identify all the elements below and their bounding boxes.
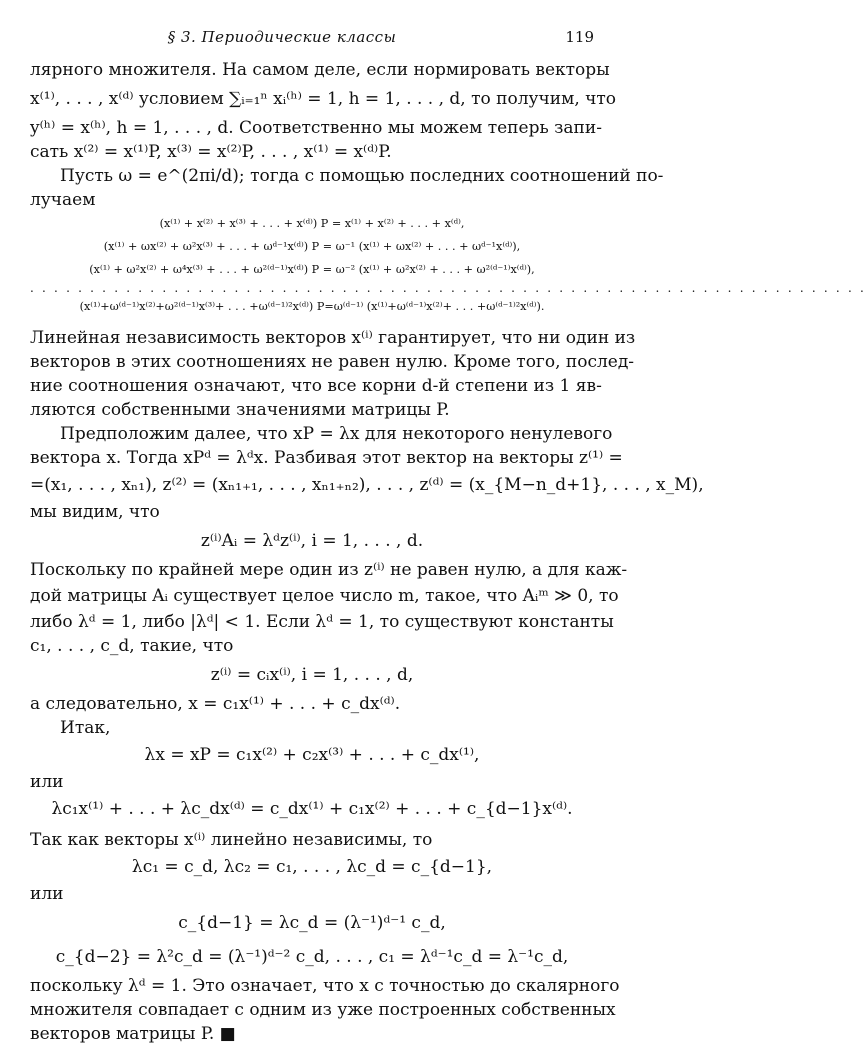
equation-block-z: z⁽ⁱ⁾Aᵢ = λᵈz⁽ⁱ⁾, i = 1, . . . , d. (200, 531, 424, 551)
text-line: Итак, (60, 718, 111, 738)
paragraph-eigenvector (30, 422, 704, 524)
text-line: Пусть ω = e^(2πi/d); тогда с помощью последних соотношений по- (60, 166, 664, 186)
text-line: векторов в этих соотношениях не равен нулю. Кроме того, послед- (30, 352, 635, 372)
text-line: либо λᵈ = 1, либо |λᵈ| < 1. Если λᵈ = 1, то существуют константы (30, 612, 614, 632)
page-number: 119 (565, 28, 594, 46)
text-line: ние соотношения означают, что все корни d-й степени из 1 яв- (30, 376, 602, 396)
paragraph-constants (30, 558, 628, 658)
text-line: ляются собственными значениями матрицы P. (30, 400, 450, 420)
text-line: дой матрицы Aᵢ существует целое число m, такое, что Aᵢᵐ ≫ 0, то (30, 586, 619, 606)
page-header (30, 28, 594, 58)
text-line: множителя совпадает с одним из уже построенных собственных (30, 1000, 616, 1020)
equation-block-lambda-x: λx = xP = c₁x⁽²⁾ + c₂x⁽³⁾ + . . . + c_dx⁽¹⁾, (144, 745, 480, 765)
text-line: Поскольку по крайней мере один из z⁽ⁱ⁾ не равен нулю, а для каж- (30, 560, 628, 580)
text-line: Предположим далее, что xP = λx для некоторого ненулевого (60, 424, 613, 444)
dotted-separator: . . . . . . . . . . . . . . . . . . . . . . . . . . . . . . . . . . . . . . . . . . . . . . . . . . . . . . . . . . . . . . . . . . . . . . (30, 281, 866, 295)
text-line: или (30, 884, 64, 904)
equation-block-recurrence: λc₁ = c_d, λc₂ = c₁, . . . , λc_d = c_{d−1}, (131, 857, 493, 877)
text-line: y⁽ʰ⁾ = x⁽ʰ⁾, h = 1, . . . , d. Соответственно мы можем теперь запи- (30, 118, 602, 138)
text-line: лучаем (30, 190, 96, 210)
text-line: Линейная независимость векторов x⁽ⁱ⁾ гарантирует, что ни один из (30, 328, 636, 348)
equation-row: (x⁽¹⁾ + ω²x⁽²⁾ + ω⁴x⁽³⁾ + . . . + ω²⁽ᵈ⁻¹⁾x⁽ᵈ⁾) P = ω⁻² (x⁽¹⁾ + ω²x⁽²⁾ + . . . + ω²⁽ᵈ⁻¹⁾x⁽ᵈ⁾), (89, 263, 535, 276)
paragraph-normalization (30, 58, 617, 164)
text-line: или (30, 772, 64, 792)
text-line: мы видим, что (30, 502, 160, 522)
text-line: лярного множителя. На самом деле, если нормировать векторы (30, 60, 610, 80)
text-line: векторов матрицы P. ■ (30, 1024, 236, 1044)
equation-block-c-d-minus-2: c_{d−2} = λ²c_d = (λ⁻¹)ᵈ⁻² c_d, . . . , c₁ = λᵈ⁻¹c_d = λ⁻¹c_d, (55, 947, 569, 967)
text-line: сать x⁽²⁾ = x⁽¹⁾P, x⁽³⁾ = x⁽²⁾P, . . . , x⁽¹⁾ = x⁽ᵈ⁾P. (30, 142, 392, 162)
text-line: c₁, . . . , c_d, такие, что (30, 636, 234, 656)
equation-system (30, 212, 866, 318)
equation-row: (x⁽¹⁾ + x⁽²⁾ + x⁽³⁾ + . . . + x⁽ᵈ⁾) P = x⁽¹⁾ + x⁽²⁾ + . . . + x⁽ᵈ⁾, (159, 217, 465, 230)
paragraph-independence (30, 326, 636, 422)
paragraph-conclusion (30, 974, 620, 1046)
equation-row: (x⁽¹⁾+ω⁽ᵈ⁻¹⁾x⁽²⁾+ω²⁽ᵈ⁻¹⁾x⁽³⁾+ . . . +ω⁽ᵈ⁻¹⁾²x⁽ᵈ⁾) P=ω⁽ᵈ⁻¹⁾ (x⁽¹⁾+ω⁽ᵈ⁻¹⁾x⁽²⁾+ . . . +ω⁽ᵈ⁻¹⁾²x⁽ᵈ⁾). (79, 300, 545, 313)
text-line: Так как векторы x⁽ⁱ⁾ линейно независимы, то (30, 830, 433, 850)
equation-block-c-d-minus-1: c_{d−1} = λc_d = (λ⁻¹)ᵈ⁻¹ c_d, (178, 913, 446, 933)
equation-block-c: z⁽ⁱ⁾ = cᵢx⁽ⁱ⁾, i = 1, . . . , d, (210, 665, 414, 685)
equation-row: (x⁽¹⁾ + ωx⁽²⁾ + ω²x⁽³⁾ + . . . + ωᵈ⁻¹x⁽ᵈ⁾) P = ω⁻¹ (x⁽¹⁾ + ωx⁽²⁾ + . . . + ωᵈ⁻¹x⁽ᵈ⁾), (103, 240, 521, 253)
running-title: § 3. Периодические классы (167, 28, 397, 46)
text-line-with-sum: x⁽¹⁾, . . . , x⁽ᵈ⁾ условием ∑ᵢ₌₁ⁿ xᵢ⁽ʰ⁾ = 1, h = 1, . . . , d, то получим, что (30, 89, 617, 109)
text-line: =(x₁, . . . , xₙ₁), z⁽²⁾ = (xₙ₁₊₁, . . . , xₙ₁₊ₙ₂), . . . , z⁽ᵈ⁾ = (x_{M−n_d+1}, . . . , x_M), (30, 475, 704, 495)
text-line: вектора x. Тогда xPᵈ = λᵈx. Разбивая этот вектор на векторы z⁽¹⁾ = (30, 448, 623, 468)
text-line: поскольку λᵈ = 1. Это означает, что x с точностью до скалярного (30, 976, 620, 996)
equation-block-lambda-c: λc₁x⁽¹⁾ + . . . + λc_dx⁽ᵈ⁾ = c_dx⁽¹⁾ + c₁x⁽²⁾ + . . . + c_{d−1}x⁽ᵈ⁾. (51, 799, 573, 819)
paragraph-omega (30, 164, 664, 212)
text-line: а следовательно, x = c₁x⁽¹⁾ + . . . + c_dx⁽ᵈ⁾. (30, 694, 401, 714)
